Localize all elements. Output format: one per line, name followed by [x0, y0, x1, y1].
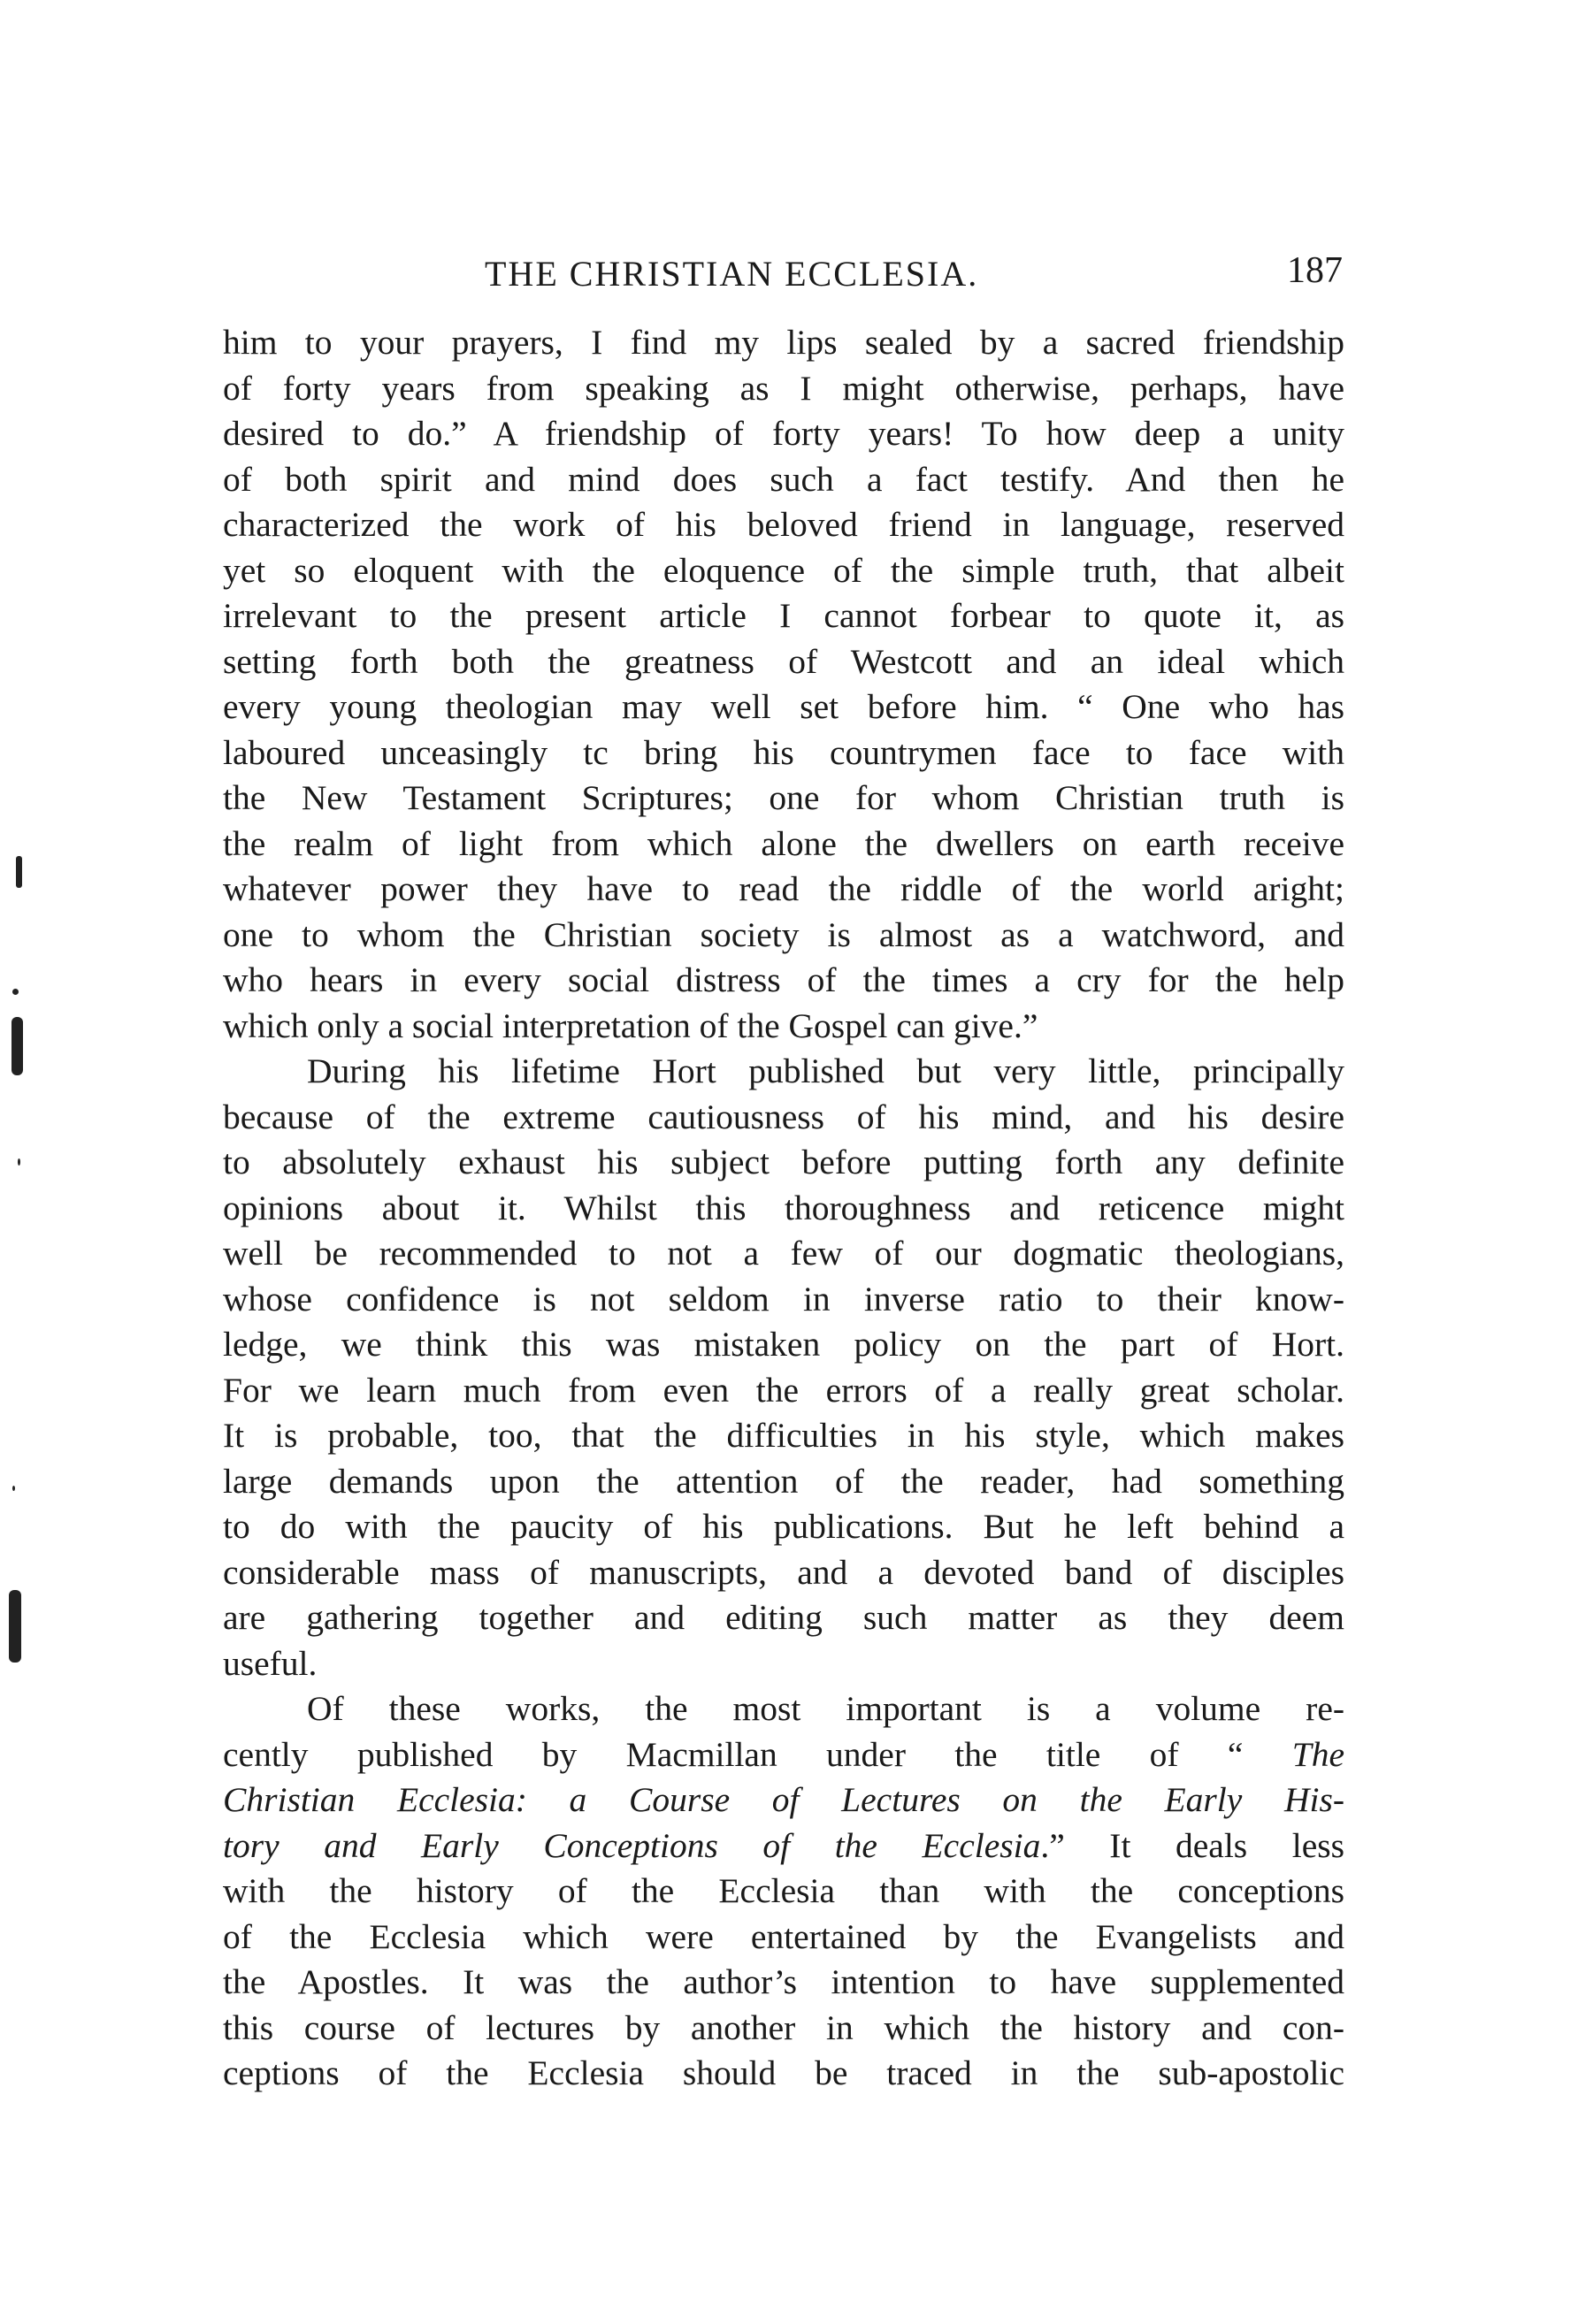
- scan-mark: [11, 1017, 23, 1075]
- body-text: [223, 320, 1344, 2097]
- text-line: large demands upon the attention of the reader, had something: [223, 1461, 1344, 1501]
- text-line: For we learn much from even the errors of a really great scholar.: [223, 1370, 1344, 1410]
- scan-mark: [12, 1486, 15, 1491]
- text-line: [223, 1823, 1344, 1869]
- text-line: of the Ecclesia which were entertained by the Evangelists and: [223, 1916, 1344, 1956]
- text-line: setting forth both the greatness of Westcott and an ideal which: [223, 641, 1344, 681]
- page-header: [485, 250, 1343, 297]
- text-line: the Apostles. It was the author’s intention to have supplemented: [223, 1962, 1344, 2001]
- text-line: Of these works, the most important is a volume re-: [307, 1689, 1344, 1728]
- text-run: .” It deals less: [1040, 1825, 1344, 1865]
- text-line: this course of lectures by another in which the history and con-: [223, 2007, 1344, 2047]
- text-line: whatever power they have to read the riddle of the world aright;: [223, 869, 1344, 908]
- scan-mark: [18, 1158, 20, 1166]
- scan-mark: [9, 1590, 21, 1663]
- italic-text: tory and Early Conceptions of the Ecclesia: [223, 1825, 1041, 1865]
- text-line: whose confidence is not seldom in inverse ratio to their know-: [223, 1279, 1344, 1319]
- text-line: him to your prayers, I find my lips sealed by a sacred friendship: [223, 323, 1344, 362]
- text-line: to do with the paucity of his publications. But he left behind a: [223, 1507, 1344, 1546]
- text-line: characterized the work of his beloved friend in language, reserved: [223, 505, 1344, 544]
- text-line: opinions about it. Whilst this thoroughness and reticence might: [223, 1188, 1344, 1227]
- text-line: because of the extreme cautiousness of his mind, and his desire: [223, 1097, 1344, 1136]
- text-line: considerable mass of manuscripts, and a devoted band of disciples: [223, 1552, 1344, 1592]
- text-line: [223, 1777, 1344, 1823]
- text-line: desired to do.” A friendship of forty years! To how deep a unity: [223, 414, 1344, 453]
- text-line: It is probable, too, that the difficulties in his style, which makes: [223, 1416, 1344, 1455]
- page-number: 187: [1287, 250, 1343, 291]
- scan-mark: [12, 989, 19, 995]
- text-line: of both spirit and mind does such a fact testify. And then he: [223, 459, 1344, 499]
- text-line: useful.: [223, 1643, 318, 1683]
- text-line: well be recommended to not a few of our dogmatic theologians,: [223, 1234, 1344, 1273]
- running-head: THE CHRISTIAN ECCLESIA.: [485, 254, 979, 294]
- text-line: the New Testament Scriptures; one for whom Christian truth is: [223, 778, 1344, 817]
- text-line: one to whom the Christian society is almost as a watchword, and: [223, 914, 1344, 954]
- text-line: who hears in every social distress of the times a cry for the help: [223, 960, 1344, 999]
- italic-text: The: [1291, 1734, 1344, 1774]
- text-line: ceptions of the Ecclesia should be traced in the sub-apostolic: [223, 2053, 1344, 2092]
- text-line: [223, 1732, 1344, 1778]
- text-line: to absolutely exhaust his subject before putting forth any definite: [223, 1143, 1344, 1181]
- text-line: every young theologian may well set before him. “ One who has: [223, 687, 1344, 726]
- text-line: the realm of light from which alone the dwellers on earth receive: [223, 823, 1344, 863]
- text-run: cently published by Macmillan under the title of “: [223, 1734, 1292, 1774]
- text-line: which only a social interpretation of the Gospel can give.”: [223, 1005, 1038, 1045]
- text-line: are gathering together and editing such matter as they deem: [223, 1598, 1344, 1637]
- text-line: with the history of the Ecclesia than with the conceptions: [223, 1871, 1344, 1910]
- text-line: laboured unceasingly tc bring his countrymen face to face with: [223, 732, 1344, 772]
- text-line: irrelevant to the present article I cannot forbear to quote it, as: [223, 596, 1344, 635]
- text-line: yet so eloquent with the eloquence of the simple truth, that albeit: [223, 550, 1344, 590]
- text-line: of forty years from speaking as I might otherwise, perhaps, have: [223, 368, 1344, 408]
- scan-mark: [16, 856, 22, 888]
- text-line: During his lifetime Hort published but very little, principally: [307, 1051, 1344, 1090]
- text-line: ledge, we think this was mistaken policy on the part of Hort.: [223, 1325, 1344, 1364]
- italic-text: Christian Ecclesia: a Course of Lectures on the Early His-: [223, 1780, 1344, 1819]
